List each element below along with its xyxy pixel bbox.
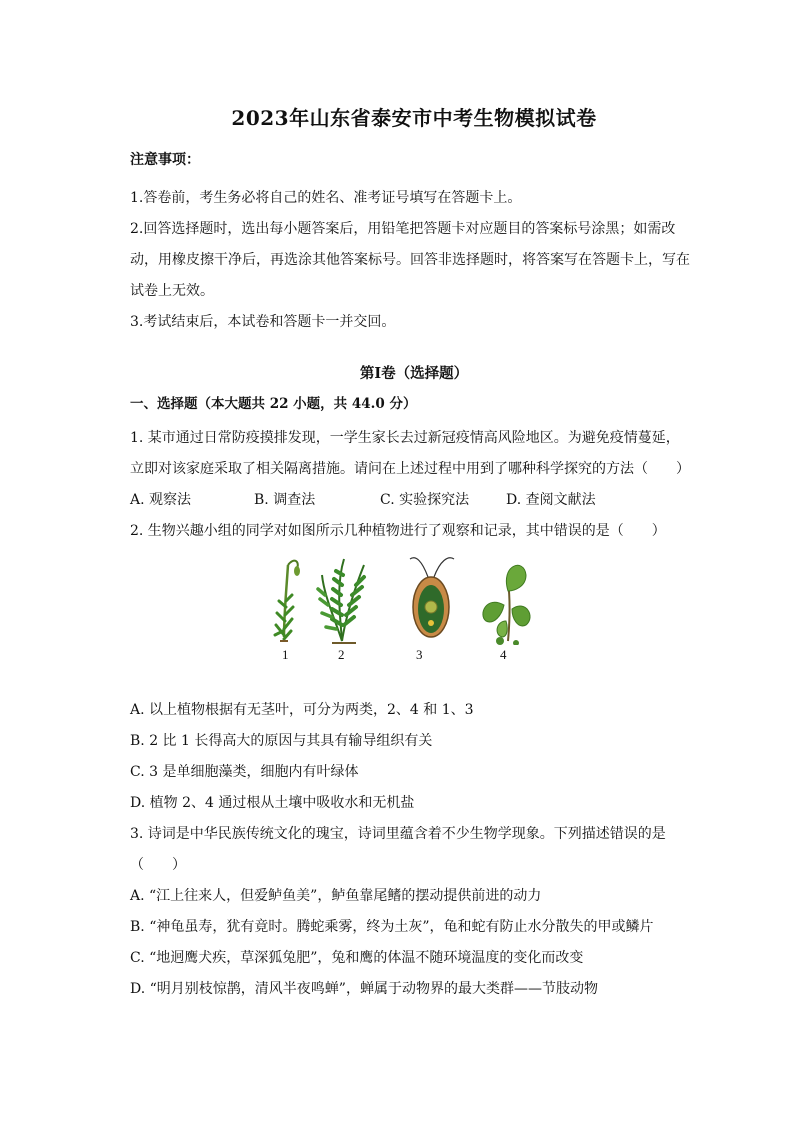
ginkgo-illustration — [483, 565, 530, 645]
figure-label-3: 3 — [416, 647, 423, 662]
figure-label-4: 4 — [500, 647, 507, 662]
question-3-stem-line-1: 3. 诗词是中华民族传统文化的瑰宝，诗词里蕴含着不少生物学现象。下列描述错误的是 — [130, 826, 666, 842]
figure-label-2: 2 — [338, 647, 345, 662]
question-2-option-d: D. 植物 2、4 通过根从土壤中吸收水和无机盐 — [130, 795, 415, 811]
question-1-options — [130, 485, 698, 516]
question-1-stem-line-2: 立即对该家庭采取了相关隔离措施。请问在上述过程中用到了哪种科学探究的方法（ ） — [130, 461, 690, 477]
figure-label-1: 1 — [282, 647, 289, 662]
moss-illustration — [275, 561, 300, 641]
question-1-option-b: B. 调查法 — [254, 492, 316, 508]
section-title: 第Ⅰ卷（选择题） — [359, 365, 469, 382]
question-2-option-a: A. 以上植物根据有无茎叶，可分为两类，2、4 和 1、3 — [130, 702, 474, 718]
plant-figure — [264, 555, 534, 681]
question-1-option-c: C. 实验探究法 — [380, 492, 470, 508]
question-3-option-d: D. “明月别枝惊鹊，清风半夜鸣蝉”，蝉属于动物界的最大类群——节肢动物 — [130, 981, 598, 997]
plant-illustrations — [264, 555, 534, 645]
alga-cell-illustration — [410, 558, 454, 637]
question-2-stem-line-1: 2. 生物兴趣小组的同学对如图所示几种植物进行了观察和记录，其中错误的是（ ） — [130, 523, 666, 539]
note-item-1: 1.答卷前，考生务必将自己的姓名、准考证号填写在答题卡上。 — [130, 190, 522, 206]
note-item-2: 2.回答选择题时，选出每小题答案后，用铅笔把答题卡对应题目的答案标号涂黑；如需改动，用橡皮擦干净后，再选涂其他答案标号。回答非选择题时，将答案写在答题卡上，写在试卷上无效。 — [130, 221, 690, 299]
question-2-option-c: C. 3 是单细胞藻类，细胞内有叶绿体 — [130, 764, 359, 780]
section-heading: 一、选择题（本大题共 22 小题，共 44.0 分） — [130, 396, 417, 412]
question-1-option-a: A. 观察法 — [130, 492, 192, 508]
question-1-option-d: D. 查阅文献法 — [506, 492, 596, 508]
fern-illustration — [318, 559, 364, 643]
question-2-option-b: B. 2 比 1 长得高大的原因与其具有输导组织有关 — [130, 733, 433, 749]
note-item-3: 3.考试结束后，本试卷和答题卡一并交回。 — [130, 314, 396, 330]
question-3-option-a: A. “江上往来人，但爱鲈鱼美”，鲈鱼靠尾鳍的摆动提供前进的动力 — [130, 888, 542, 904]
question-3-stem-line-2: （ ） — [130, 857, 186, 873]
notes-label: 注意事项： — [130, 152, 200, 168]
question-1-stem-line-1: 1. 某市通过日常防疫摸排发现，一学生家长去过新冠疫情高风险地区。为避免疫情蔓延， — [130, 430, 680, 446]
page-title: 2023年山东省泰安市中考生物模拟试卷 — [231, 106, 597, 130]
question-3-option-c: C. “地迥鹰犬疾，草深狐兔肥”，兔和鹰的体温不随环境温度的变化而改变 — [130, 950, 584, 966]
question-3-option-b: B. “神龟虽寿，犹有竟时。腾蛇乘雾，终为土灰”，龟和蛇有防止水分散失的甲或鳞片 — [130, 919, 654, 935]
